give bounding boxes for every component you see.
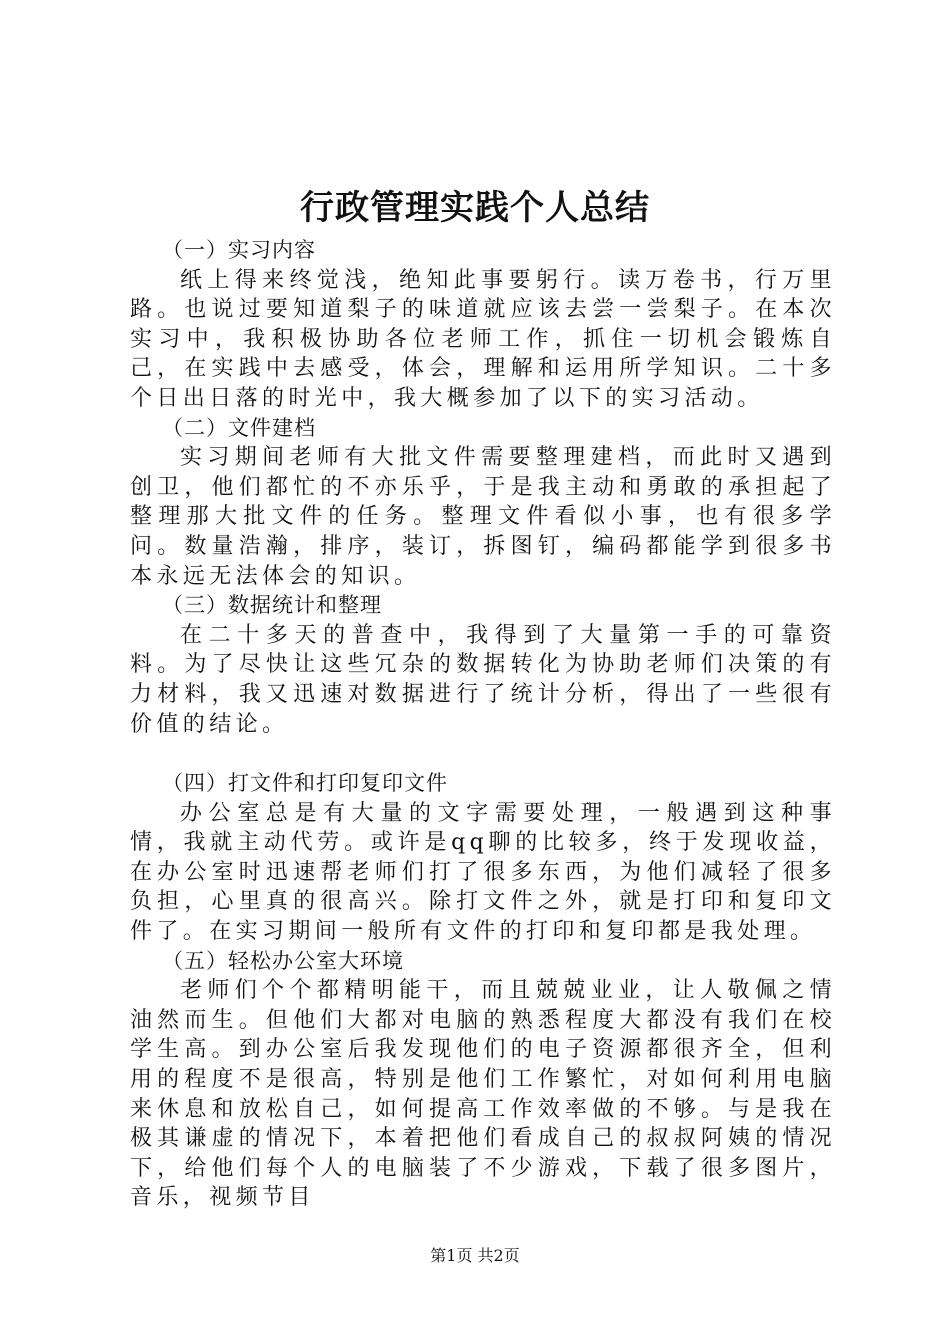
section-filing [130,414,836,592]
section-internship-content [130,236,836,414]
section-typing-printing [130,769,836,947]
section-heading: （四）打文件和打印复印文件 [162,771,448,796]
section-paragraph: 在二十多天的普查中，我得到了大量第一手的可靠资料。为了尽快让这些冗杂的数据转化为协助老师们决策的有力材料，我又迅速对数据进行了统计分析，得出了一些很有价值的结论。 [130,622,836,737]
section-office-environment [130,947,836,1213]
section-heading: （一）实习内容 [162,238,316,262]
section-paragraph: 纸上得来终觉浅，绝知此事要躬行。读万卷书，行万里路。也说过要知道梨子的味道就应该去尝一尝梨子。在本次实习中，我积极协助各位老师工作，抓住一切机会锻炼自己，在实践中去感受，体会，理解和运用所学知识。二十多个日出日落的时光中，我大概参加了以下的实习活动。 [130,267,836,411]
page-number-footer: 第1页 共2页 [430,1246,520,1265]
section-heading: （三）数据统计和整理 [162,593,382,618]
section-heading: （二）文件建档 [162,415,316,440]
section-heading: （五）轻松办公室大环境 [162,948,404,973]
document-title: 行政管理实践个人总结 [300,188,650,228]
section-paragraph: 实习期间老师有大批文件需要整理建档，而此时又遇到创卫，他们都忙的不亦乐乎，于是我主动和勇敢的承担起了整理那大批文件的任务。整理文件看似小事，也有很多学问。数量浩瀚，排序，装订，拆图钉，编码都能学到很多书本永远无法体会的知识。 [130,445,836,589]
section-paragraph: 办公室总是有大量的文字需要处理，一般遇到这种事情，我就主动代劳。或许是qq聊的比较多，终于发现收益，在办公室时迅速帮老师们打了很多东西，为他们减轻了很多负担，心里真的很高兴。除打文件之外，就是打印和复印文件了。在实习期间一般所有文件的打印和复印都是我处理。 [130,800,836,945]
document-body [130,236,836,1213]
section-data-statistics [130,591,836,739]
section-paragraph: 老师们个个都精明能干，而且兢兢业业，让人敬佩之情油然而生。但他们大都对电脑的熟悉程度大都没有我们在校学生高。到办公室后我发现他们的电子资源都很齐全，但利用的程度不是很高，特别是他们工作繁忙，对如何利用电脑来休息和放松自己，如何提高工作效率做的不够。与是我在极其谦虚的情况下，本着把他们看成自己的叔叔阿姨的情况下，给他们每个人的电脑装了不少游戏，下载了很多图片，音乐，视频节目 [130,978,836,1211]
paragraph-gap [130,739,836,769]
